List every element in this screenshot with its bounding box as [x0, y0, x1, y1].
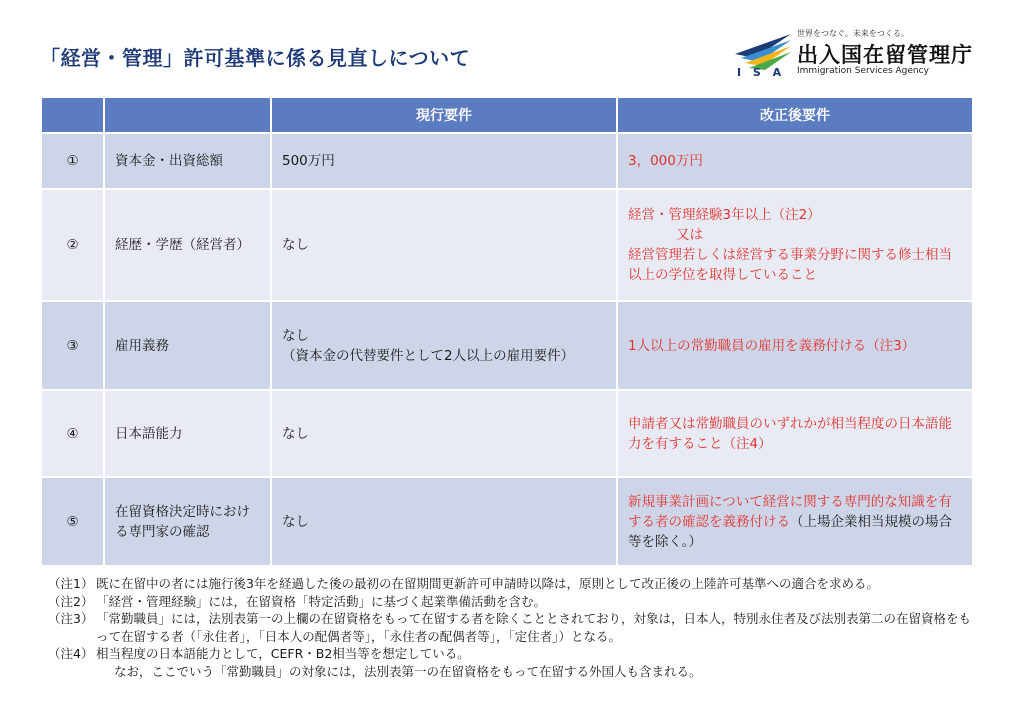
- footnote: [48, 593, 978, 611]
- footnote-tag: （注3）: [48, 611, 94, 626]
- agency-name-en: Immigration Services Agency: [797, 66, 929, 76]
- footnote-tag: （注1）: [48, 576, 94, 591]
- revised-line: 経営管理若しくは経営する事業分野に関する修士相当以上の学位を取得していること: [628, 247, 952, 283]
- header-num: [41, 97, 104, 133]
- row-current: [271, 301, 617, 390]
- logo-tagline: 世界をつなぐ。未来をつくる。: [797, 29, 909, 38]
- requirements-table: [40, 96, 974, 567]
- footnote-tag: （注4）: [48, 646, 94, 661]
- row-number: ②: [41, 189, 104, 301]
- row-item: 資本金・出資総額: [104, 133, 271, 189]
- row-number: ④: [41, 390, 104, 477]
- footnote: [48, 575, 978, 593]
- row-item: 在留資格決定時における専門家の確認: [104, 477, 271, 566]
- agency-name-ja: 出入国在留管理庁: [797, 43, 973, 67]
- table-row: [41, 189, 973, 301]
- revised-exception: （上場企業相当規模の場合等を除く。）: [628, 513, 952, 550]
- current-line: （資本金の代替要件として2人以上の雇用要件）: [282, 347, 575, 364]
- row-revised: 3，000万円: [617, 133, 973, 189]
- row-revised: [617, 189, 973, 301]
- table-row: [41, 133, 973, 189]
- footnote-continuation: [48, 663, 978, 681]
- table-row: [41, 301, 973, 390]
- row-item: 雇用義務: [104, 301, 271, 390]
- footnote-text: 「常勤職員」には，法別表第一の上欄の在留資格をもって在留する者を除くこととされており，対象は，日本人，特別永住者及び法別表第二の在留資格をもって在留する者（「永住者」，「日本人の配偶者等」，「永住者の配偶者等」，「定住者」）となる。: [96, 611, 972, 644]
- footnote: [48, 645, 978, 663]
- row-item: 経歴・学歴（経営者）: [104, 189, 271, 301]
- revised-main: 新規事業計画について経営に関する専門的な知識を有する者の確認を義務付ける: [628, 493, 952, 530]
- row-current: なし: [271, 189, 617, 301]
- header-revised: 改正後要件: [617, 97, 973, 133]
- header-current: 現行要件: [271, 97, 617, 133]
- isa-abbr: I S A: [737, 66, 786, 79]
- row-revised: 1人以上の常勤職員の雇用を義務付ける（注3）: [617, 301, 973, 390]
- table-row: [41, 477, 973, 566]
- agency-logo: [735, 28, 985, 82]
- footnote-tag: （注2）: [48, 593, 94, 609]
- row-number: ⑤: [41, 477, 104, 566]
- table-row: [41, 390, 973, 477]
- footnotes: [48, 575, 978, 680]
- row-revised: [617, 477, 973, 566]
- footnote-text: 「経営・管理経験」には，在留資格「特定活動」に基づく起業準備活動を含む。: [96, 593, 547, 609]
- page-title: 「経営・管理」許可基準に係る見直しについて: [40, 46, 471, 70]
- header-item: [104, 97, 271, 133]
- footnote-text: 既に在留中の者には施行後3年を経過した後の最初の在留期間更新許可申請時以降は，原則として改正後の上陸許可基準への適合を求める。: [96, 576, 879, 591]
- current-line: なし: [282, 327, 309, 344]
- table-header-row: [41, 97, 973, 133]
- footnote: [48, 610, 978, 645]
- revised-line: 経営・管理経験3年以上（注2）: [628, 207, 821, 223]
- row-current: 500万円: [271, 133, 617, 189]
- row-number: ③: [41, 301, 104, 390]
- footnote-text: なお，ここでいう「常勤職員」の対象には，法別表第一の在留資格をもって在留する外国人も含まれる。: [114, 663, 702, 679]
- row-item: 日本語能力: [104, 390, 271, 477]
- row-revised: 申請者又は常勤職員のいずれかが相当程度の日本語能力を有すること（注4）: [617, 390, 973, 477]
- revised-or: 又は: [676, 227, 703, 243]
- footnote-text: 相当程度の日本語能力として，CEFR・B2相当等を想定している。: [96, 646, 470, 661]
- row-number: ①: [41, 133, 104, 189]
- row-current: なし: [271, 390, 617, 477]
- row-current: なし: [271, 477, 617, 566]
